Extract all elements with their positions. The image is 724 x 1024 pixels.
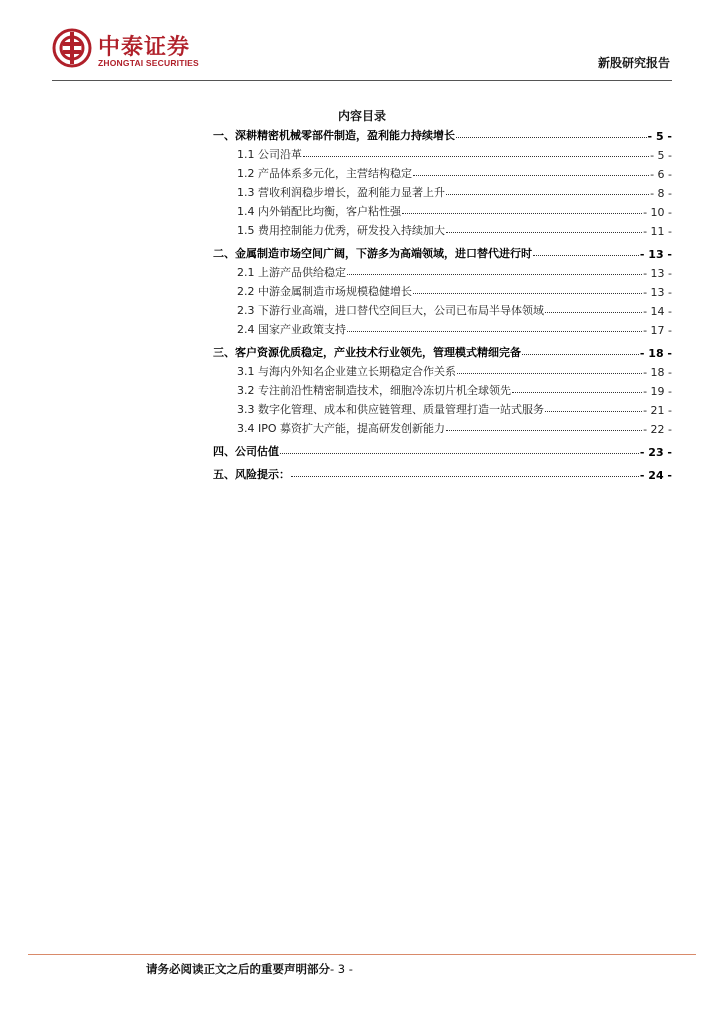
toc-section-entry[interactable] (213, 242, 672, 261)
toc-page-number: - 22 - (643, 423, 672, 436)
toc-dot-leader (413, 293, 642, 294)
toc-subsection-entry[interactable] (213, 200, 672, 219)
toc-entry-title: 2.1 上游产品供给稳定 (237, 266, 346, 279)
toc-entry-title: 3.2 专注前沿性精密制造技术，细胞冷冻切片机全球领先 (237, 384, 511, 397)
toc-dot-leader (446, 194, 649, 195)
report-type-label: 新股研究报告 (597, 56, 670, 70)
toc-page-number: - 5 - (647, 130, 672, 143)
toc-subsection-entry[interactable] (213, 280, 672, 299)
toc-dot-leader (522, 354, 639, 355)
toc-dot-leader (280, 453, 639, 454)
toc-page-number: - 17 - (643, 324, 672, 337)
toc-entry-title: 1.1 公司沿革 (237, 148, 302, 161)
toc-dot-leader (457, 373, 642, 374)
toc-dot-leader (446, 430, 642, 431)
toc-entry-title: 五、风险提示： (213, 468, 290, 481)
toc-entry-title: 2.2 中游金属制造市场规模稳健增长 (237, 285, 412, 298)
toc-page-number: - 18 - (643, 366, 672, 379)
toc-entry-title: 2.4 国家产业政策支持 (237, 323, 346, 336)
toc-dot-leader (512, 392, 642, 393)
zhongtai-logo-icon (52, 28, 92, 68)
toc-page-number: - 5 - (650, 149, 672, 162)
logo-chinese-name: 中泰证券 (98, 35, 191, 60)
header-divider (52, 80, 672, 81)
company-logo (52, 28, 222, 70)
toc-dot-leader (545, 411, 642, 412)
toc-dot-leader (456, 137, 647, 138)
toc-entry-title: 1.2 产品体系多元化，主营结构稳定 (237, 167, 412, 180)
toc-dot-leader (545, 312, 642, 313)
toc-page-number: - 18 - (639, 347, 672, 360)
toc-page-number: - 23 - (639, 446, 672, 459)
toc-dot-leader (413, 175, 649, 176)
toc-page-number: - 10 - (643, 206, 672, 219)
toc-dot-leader (402, 213, 642, 214)
toc-entry-title: 一、深耕精密机械零部件制造，盈利能力持续增长 (213, 129, 455, 142)
footer-divider (28, 954, 696, 955)
toc-section-entry[interactable] (213, 124, 672, 143)
toc-dot-leader (303, 156, 649, 157)
toc-entry-title: 四、公司估值 (213, 445, 279, 458)
toc-page-number: - 14 - (643, 305, 672, 318)
toc-page-number: - 11 - (643, 225, 672, 238)
toc-page-number: - 19 - (643, 385, 672, 398)
toc-subsection-entry[interactable] (213, 181, 672, 200)
toc-page-number: - 24 - (639, 469, 672, 482)
toc-dot-leader (533, 255, 639, 256)
toc-subsection-entry[interactable] (213, 219, 672, 238)
toc-title: 内容目录 (337, 109, 386, 123)
toc-entry-title: 1.4 内外销配比均衡，客户粘性强 (237, 205, 401, 218)
toc-section-entry[interactable] (213, 463, 672, 482)
toc-dot-leader (347, 331, 642, 332)
toc-subsection-entry[interactable] (213, 379, 672, 398)
toc-subsection-entry[interactable] (213, 318, 672, 337)
toc-section-entry[interactable] (213, 341, 672, 360)
toc-subsection-entry[interactable] (213, 360, 672, 379)
toc-page-number: - 6 - (650, 168, 672, 181)
toc-dot-leader (446, 232, 642, 233)
logo-english-name: ZHONGTAI SECURITIES (98, 58, 199, 68)
toc-dot-leader (347, 274, 642, 275)
toc-subsection-entry[interactable] (213, 143, 672, 162)
footer-page-number: - 3 - (330, 962, 353, 976)
toc-page-number: - 13 - (643, 286, 672, 299)
toc-page-number: - 8 - (650, 187, 672, 200)
toc-page-number: - 21 - (643, 404, 672, 417)
toc-entry-title: 3.4 IPO 募资扩大产能，提高研发创新能力 (237, 422, 446, 435)
toc-entry-title: 三、客户资源优质稳定，产业技术行业领先，管理模式精细完备 (213, 346, 521, 359)
toc-subsection-entry[interactable] (213, 417, 672, 436)
toc-entry-title: 1.5 费用控制能力优秀，研发投入持续加大 (237, 224, 445, 237)
toc-entry-title: 2.3 下游行业高端，进口替代空间巨大，公司已布局半导体领域 (237, 304, 544, 317)
toc-page-number: - 13 - (639, 248, 672, 261)
toc-subsection-entry[interactable] (213, 162, 672, 181)
toc-section-entry[interactable] (213, 440, 672, 459)
toc-subsection-entry[interactable] (213, 299, 672, 318)
toc-subsection-entry[interactable] (213, 261, 672, 280)
footer-text (146, 961, 353, 977)
table-of-contents (213, 124, 672, 482)
toc-dot-leader (291, 476, 639, 477)
footer-notice: 请务必阅读正文之后的重要声明部分 (146, 962, 330, 976)
toc-entry-title: 3.3 数字化管理、成本和供应链管理、质量管理打造一站式服务 (237, 403, 544, 416)
toc-subsection-entry[interactable] (213, 398, 672, 417)
toc-entry-title: 3.1 与海内外知名企业建立长期稳定合作关系 (237, 365, 456, 378)
toc-entry-title: 1.3 营收利润稳步增长，盈利能力显著上升 (237, 186, 445, 199)
toc-page-number: - 13 - (643, 267, 672, 280)
toc-entry-title: 二、金属制造市场空间广阔，下游多为高端领域，进口替代进行时 (213, 247, 532, 260)
